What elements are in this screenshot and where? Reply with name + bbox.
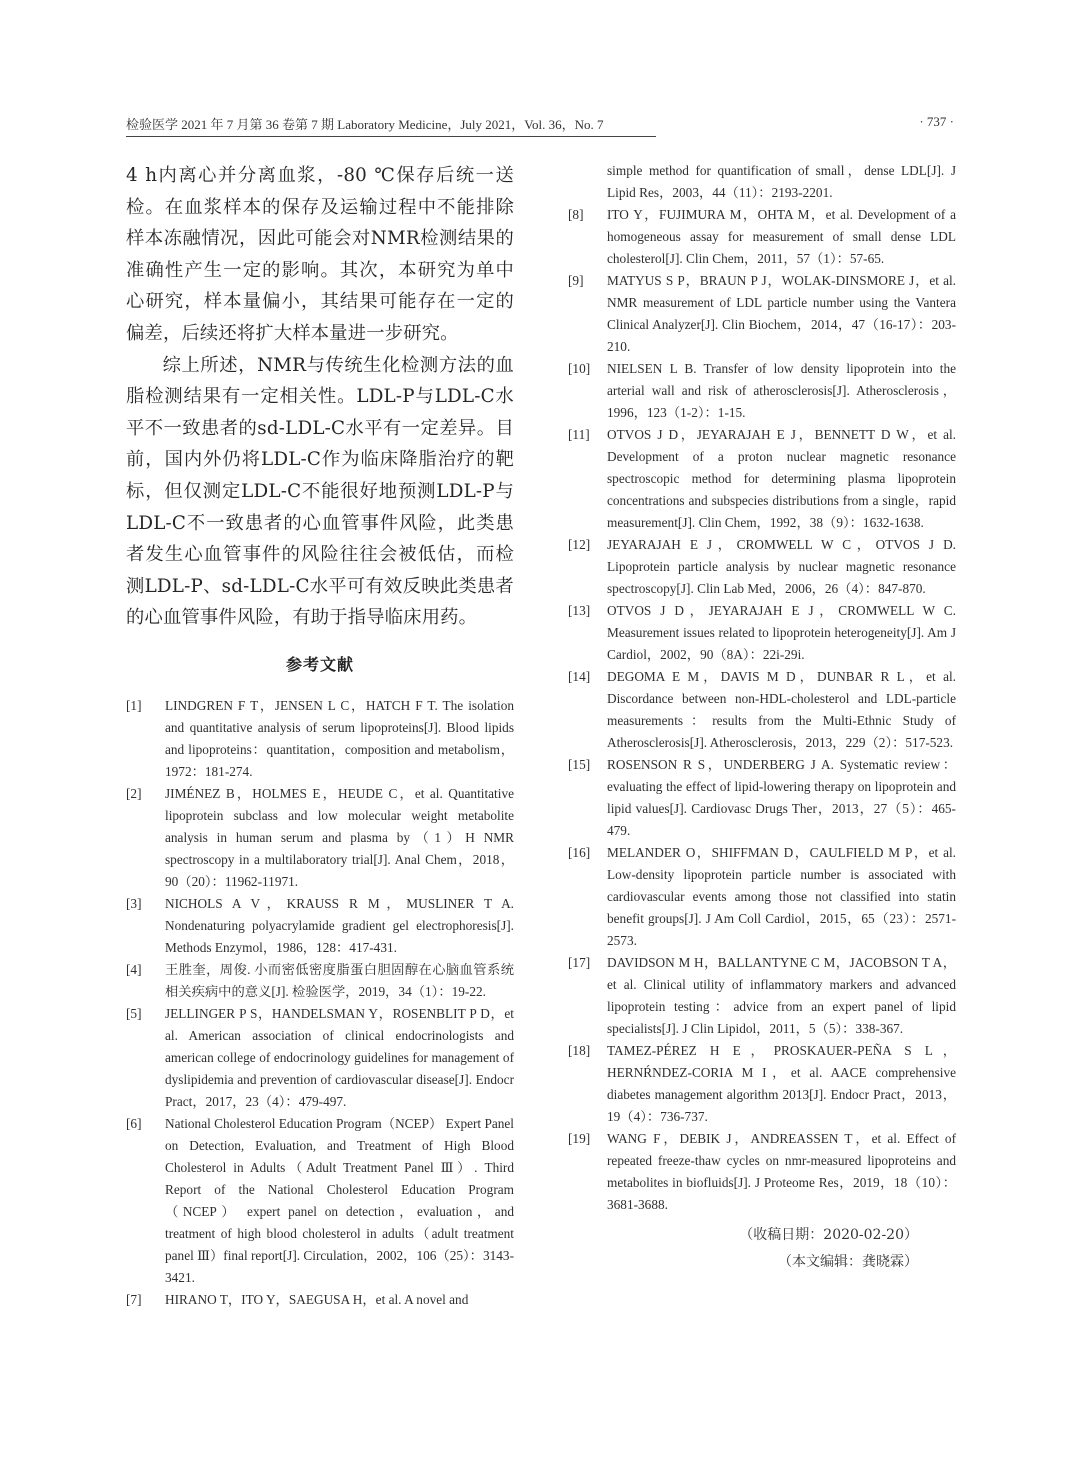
reference-text: OTVOS J D，JEYARAJAH E J，BENNETT D W，et al. Development of a proton nuclear magnetic resonance spectroscopic method for determining plasma lipoprotein concentrations and subspecies distributions from a single，rapid measurement[J]. Clin Chem，1992，38（9）：1632-1638. xyxy=(607,427,956,530)
references-heading: 参考文献 xyxy=(285,654,354,674)
reference-text: WANG F，DEBIK J，ANDREASSEN T，et al. Effect of repeated freeze-thaw cycles on nmr-measured lipoproteins and metabolites in biofluids[J]. J Proteome Res，2019，18（10）：3681-3688. xyxy=(607,1131,956,1212)
reference-text: National Cholesterol Education Program（NCEP） Expert Panel on Detection, Evaluation, and Treatment of High Blood Cholesterol in Adults（Adult Treatment Panel Ⅲ）. Third Report of the National Cholesterol Education Program（NCEP） expert panel on detection，evaluation，and treatment of high blood cholesterol in adults（adult treatment panel Ⅲ）final report[J]. Circulation，2002，106（25）：3143-3421. xyxy=(165,1115,514,1285)
reference-text: TAMEZ-PÉREZ H E，PROSKAUER-PEÑA S L，HERNŔNDEZ-CORIA M I，et al. AACE comprehensive diabetes management algorithm 2013[J]. Endocr Pract，2013，19（4）：736-737. xyxy=(607,1043,956,1124)
reference-number: [1] xyxy=(126,697,142,713)
reference-number: [2] xyxy=(126,785,142,801)
reference-text: MELANDER O，SHIFFMAN D，CAULFIELD M P，et al. Low-density lipoprotein particle number is associated with cardiovascular events among those not classified into statin benefit groups[J]. J Am Coll Cardiol，2015，65（23）：2571-2573. xyxy=(607,845,956,948)
editor-note: （本文编辑：龚晓霖） xyxy=(778,1254,918,1270)
reference-item xyxy=(126,893,514,959)
reference-item xyxy=(568,754,956,842)
header-rule xyxy=(126,136,656,137)
reference-number: [7] xyxy=(126,1291,142,1307)
reference-item xyxy=(568,534,956,600)
reference-item xyxy=(568,1040,956,1128)
reference-item xyxy=(126,1113,514,1289)
reference-number: [12] xyxy=(568,537,591,552)
reference-number: [11] xyxy=(568,427,590,442)
reference-number: [13] xyxy=(568,603,591,618)
reference-item xyxy=(568,600,956,666)
reference-number: [6] xyxy=(126,1115,142,1131)
reference-number: [14] xyxy=(568,669,591,684)
reference-item xyxy=(126,1003,514,1113)
reference-number: [17] xyxy=(568,955,591,970)
reference-item xyxy=(126,783,514,893)
reference-list-right xyxy=(568,204,956,1216)
reference-text: DEGOMA E M，DAVIS M D，DUNBAR R L，et al. Discordance between non-HDL-cholesterol and LDL-particle measurements：results from the Multi-Ethnic Study of Atherosclerosis[J]. Atherosclerosis，2013，229（2）：517-523. xyxy=(607,669,956,750)
body-paragraph: 4 h内离心并分离血浆，-80 ℃保存后统一送检。在血浆样本的保存及运输过程中不能排除样本冻融情况，因此可能会对NMR检测结果的准确性产生一定的影响。其次，本研究为单中心研究，样本量偏小，其结果可能存在一定的偏差，后续还将扩大样本量进一步研究。 xyxy=(126,165,514,344)
reference-text: NIELSEN L B. Transfer of low density lipoprotein into the arterial wall and risk of atherosclerosis[J]. Atherosclerosis，1996，123（1-2）：1-15. xyxy=(607,361,956,420)
reference-item xyxy=(568,952,956,1040)
reference-item xyxy=(568,666,956,754)
reference-text: HIRANO T，ITO Y，SAEGUSA H，et al. A novel and xyxy=(165,1291,469,1307)
reference-text: ROSENSON R S，UNDERBERG J A. Systematic review：evaluating the effect of lipid-lowering therapy on lipoprotein and lipid values[J]. Cardiovasc Drugs Ther，2013，27（5）：465-479. xyxy=(607,757,956,838)
reference-text: JEYARAJAH E J，CROMWELL W C，OTVOS J D. Lipoprotein particle analysis by nuclear magnetic resonance spectroscopy[J]. Clin Lab Med，2006，26（4）：847-870. xyxy=(607,537,956,596)
reference-text: MATYUS S P，BRAUN P J，WOLAK-DINSMORE J，et al. NMR measurement of LDL particle number using the Vantera Clinical Analyzer[J]. Clin Biochem，2014，47（16-17）：203-210. xyxy=(607,273,956,354)
reference-item xyxy=(568,270,956,358)
reference-number: [9] xyxy=(568,273,584,288)
reference-number: [18] xyxy=(568,1043,591,1058)
reference-number: [3] xyxy=(126,895,142,911)
reference-item xyxy=(126,959,514,1003)
reference-list-left xyxy=(126,695,514,1311)
running-head-text: 检验医学 2021 年 7 月第 36 卷第 7 期 Laboratory Medicine，July 2021，Vol. 36，No. 7 xyxy=(126,117,604,132)
reference-item xyxy=(568,358,956,424)
reference-continuation: simple method for quantification of small，dense LDL[J]. J Lipid Res，2003，44（11）：2193-2201. xyxy=(607,163,956,200)
reference-text: ITO Y，FUJIMURA M，OHTA M，et al. Development of a homogeneous assay for measurement of small dense LDL cholesterol[J]. Clin Chem，2011，57（1）：57-65. xyxy=(607,207,956,266)
reference-number: [16] xyxy=(568,845,591,860)
reference-item xyxy=(568,842,956,952)
reference-number: [19] xyxy=(568,1131,591,1146)
received-date: （收稿日期：2020-02-20） xyxy=(739,1227,918,1243)
reference-text: 王胜奎，周俊. 小而密低密度脂蛋白胆固醇在心脑血管系统相关疾病中的意义[J]. 检验医学，2019，34（1）：19-22. xyxy=(165,961,514,999)
page-number: · 737 · xyxy=(919,114,954,129)
reference-text: DAVIDSON M H，BALLANTYNE C M，JACOBSON T A，et al. Clinical utility of inflammatory markers and advanced lipoprotein testing：advice from an expert panel of lipid specialists[J]. J Clin Lipidol，2011，5（5）：338-367. xyxy=(607,955,956,1036)
reference-text: LINDGREN F T，JENSEN L C，HATCH F T. The isolation and quantitative analysis of serum lipoproteins[J]. Blood lipids and lipoproteins：quantitation，composition and metabolism，1972：181-274. xyxy=(165,697,514,779)
reference-number: [10] xyxy=(568,361,591,376)
left-column xyxy=(126,160,514,1311)
reference-text: NICHOLS A V，KRAUSS R M，MUSLINER T A. Nondenaturing polyacrylamide gradient gel electrophoresis[J]. Methods Enzymol，1986，128：417-431. xyxy=(165,895,514,955)
reference-number: [15] xyxy=(568,757,591,772)
reference-number: [5] xyxy=(126,1005,142,1021)
reference-item xyxy=(568,1128,956,1216)
reference-item xyxy=(568,424,956,534)
reference-item xyxy=(126,1289,514,1311)
body-paragraph: 综上所述，NMR与传统生化检测方法的血脂检测结果有一定相关性。LDL-P与LDL-C水平不一致患者的sd-LDL-C水平有一定差异。目前，国内外仍将LDL-C作为临床降脂治疗的靶标，但仅测定LDL-C不能很好地预测LDL-P与LDL-C不一致患者的心血管事件风险，此类患者发生心血管事件的风险往往会被低估，而检测LDL-P、sd-LDL-C水平可有效反映此类患者的心血管事件风险，有助于指导临床用药。 xyxy=(126,354,514,629)
reference-number: [4] xyxy=(126,961,142,977)
reference-number: [8] xyxy=(568,207,584,222)
reference-text: JIMÉNEZ B，HOLMES E，HEUDE C，et al. Quantitative lipoprotein subclass and low molecular weight metabolite analysis in human serum and plasma by（1）H NMR spectroscopy in a multilaboratory trial[J]. Anal Chem，2018，90（20）：11962-11971. xyxy=(165,785,514,889)
reference-item xyxy=(126,695,514,783)
reference-text: JELLINGER P S，HANDELSMAN Y，ROSENBLIT P D，et al. American association of clinical endocrinologists and american college of endocrinology guidelines for management of dyslipidemia and prevention of cardiovascular disease[J]. Endocr Pract，2017，23（4）：479-497. xyxy=(165,1005,514,1109)
running-head xyxy=(126,114,954,133)
reference-item xyxy=(568,204,956,270)
right-column xyxy=(568,160,956,1276)
reference-text: OTVOS J D，JEYARAJAH E J，CROMWELL W C. Measurement issues related to lipoprotein heterogeneity[J]. Am J Cardiol，2002，90（8A）：22i-29i. xyxy=(607,603,956,662)
